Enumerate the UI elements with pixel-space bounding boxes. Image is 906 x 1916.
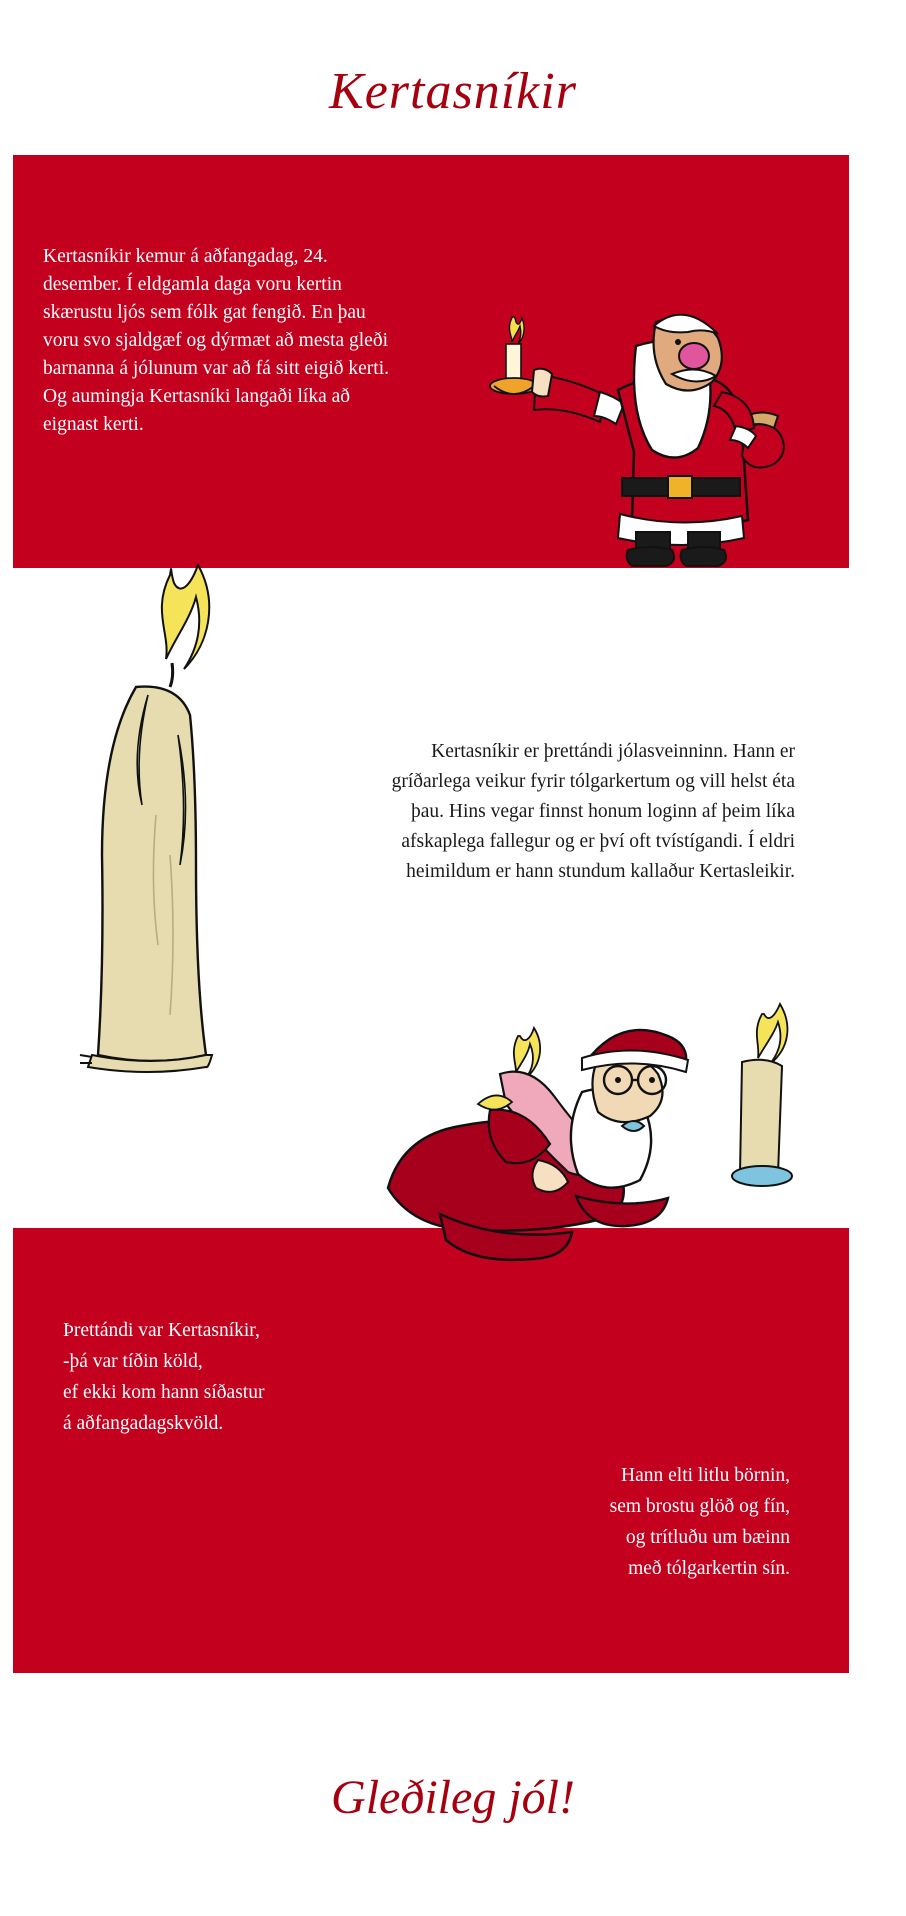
verse-left-line-2: -þá var tíðin köld, — [63, 1351, 203, 1372]
yule-lad-lying-with-candles-illustration — [370, 1000, 850, 1270]
verse-right — [430, 1460, 790, 1584]
verse-left — [63, 1315, 463, 1439]
bottom-red-panel — [13, 1228, 849, 1673]
intro-paragraph: Kertasníkir kemur á aðfangadag, 24. desember. Í eldgamla daga voru kertin skærustu ljós sem fólk gat fengið. En þau voru svo sjaldgæf og dýrmæt að mesta gleði barnanna á jólunum var að fá sitt eigið kerti. Og aumingja Kertasníki langaði líka að eignast kerti. — [43, 246, 390, 435]
verse-left-line-4: á aðfangadagskvöld. — [63, 1413, 224, 1434]
large-lit-candle-illustration — [20, 555, 250, 1175]
verse-right-line-4: með tólgarkertin sín. — [628, 1558, 790, 1579]
middle-paragraph: Kertasníkir er þrettándi jólasveinninn. Hann er gríðarlega veikur fyrir tólgarkertum og vill helst éta þau. Hins vegar finnst honum loginn af þeim líka afskaplega fallegur og er því oft tvístígandi. Í eldri heimildum er hann stundum kallaður Kertasleikir. — [391, 741, 795, 882]
footer-greeting: Gleðileg jól! — [331, 1771, 575, 1824]
verse-right-line-2: sem brostu glöð og fín, — [609, 1496, 790, 1517]
verse-left-line-1: Þrettándi var Kertasníkir, — [63, 1320, 260, 1341]
santa-holding-candle-illustration — [450, 300, 850, 570]
verse-right-line-1: Hann elti litlu börnin, — [621, 1465, 790, 1486]
verse-right-line-3: og trítluðu um bæinn — [625, 1527, 790, 1548]
verse-left-line-3: ef ekki kom hann síðastur — [63, 1382, 265, 1403]
page-title: Kertasníkir — [329, 63, 577, 120]
